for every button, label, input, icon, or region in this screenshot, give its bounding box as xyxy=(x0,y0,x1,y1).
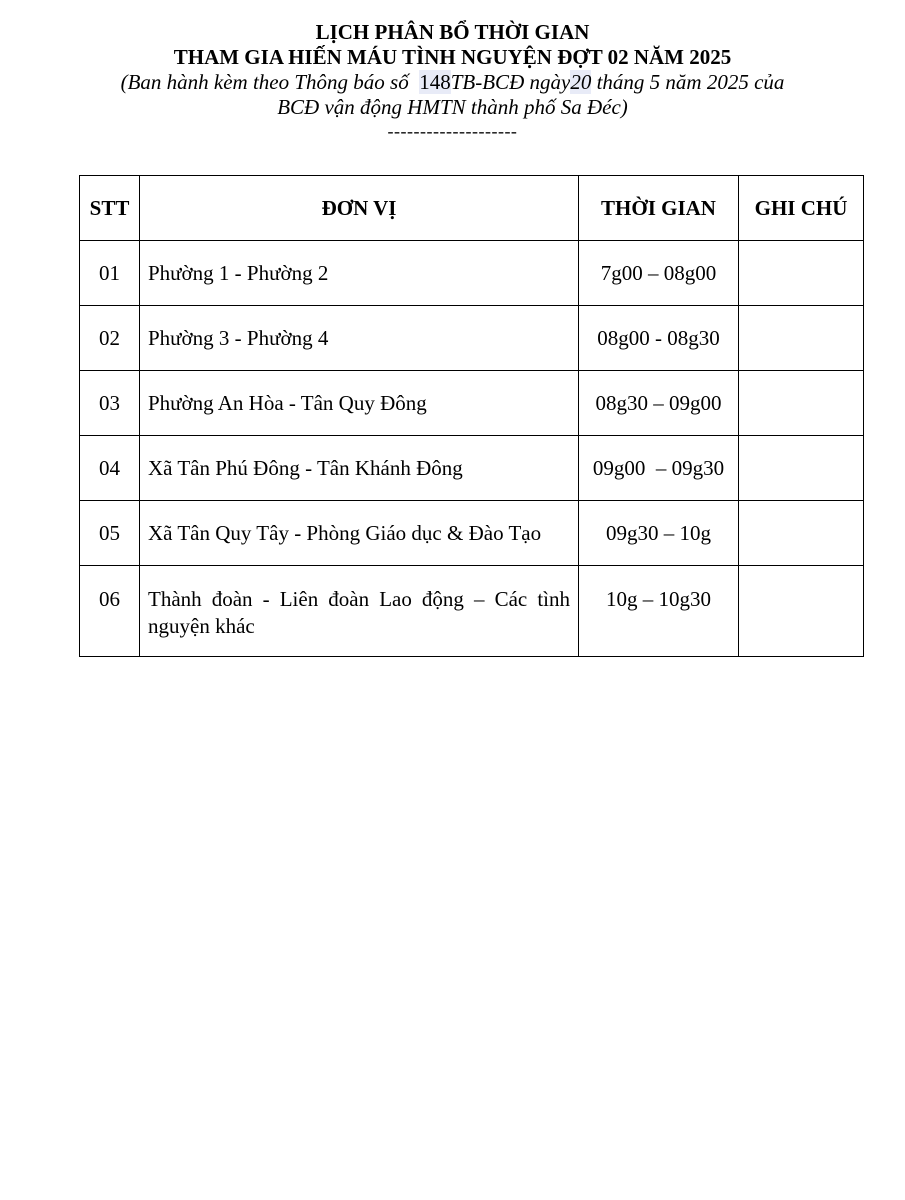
cell-stt: 03 xyxy=(80,371,140,436)
cell-note xyxy=(739,371,864,436)
cell-unit: Phường An Hòa - Tân Quy Đông xyxy=(140,371,579,436)
subtitle-line-2: BCĐ vận động HMTN thành phố Sa Đéc) xyxy=(277,95,628,119)
table-row xyxy=(80,371,864,436)
subtitle-prefix: (Ban hành kèm theo Thông báo số xyxy=(120,70,409,94)
cell-note xyxy=(739,241,864,306)
title-line-2: THAM GIA HIẾN MÁU TÌNH NGUYỆN ĐỢT 02 NĂM 2025 xyxy=(173,45,732,69)
doc-number: 148 xyxy=(419,70,451,94)
cell-stt: 04 xyxy=(80,436,140,501)
cell-time: 08g30 – 09g00 xyxy=(579,371,739,436)
table-row xyxy=(80,501,864,566)
doc-day: 20 xyxy=(570,70,592,94)
cell-stt: 05 xyxy=(80,501,140,566)
separator: -------------------- xyxy=(387,121,518,141)
table-row xyxy=(80,436,864,501)
cell-stt: 02 xyxy=(80,306,140,371)
subtitle-suffix: tháng 5 năm 2025 của xyxy=(596,70,785,94)
cell-unit: Phường 1 - Phường 2 xyxy=(140,241,579,306)
table-row xyxy=(80,566,864,657)
cell-time: 10g – 10g30 xyxy=(579,566,739,657)
subtitle-line-1 xyxy=(0,70,905,95)
cell-stt: 01 xyxy=(80,241,140,306)
cell-unit: Xã Tân Phú Đông - Tân Khánh Đông xyxy=(140,436,579,501)
cell-time: 09g00 – 09g30 xyxy=(579,436,739,501)
cell-time: 7g00 – 08g00 xyxy=(579,241,739,306)
cell-unit: Xã Tân Quy Tây - Phòng Giáo dục & Đào Tạo xyxy=(140,501,579,566)
table-row xyxy=(80,241,864,306)
cell-note xyxy=(739,501,864,566)
cell-unit: Thành đoàn - Liên đoàn Lao động – Các tình nguyện khác xyxy=(140,566,579,657)
column-header-stt: STT xyxy=(80,176,140,241)
cell-note xyxy=(739,436,864,501)
table-header-row xyxy=(80,176,864,241)
cell-time: 08g00 - 08g30 xyxy=(579,306,739,371)
document-heading xyxy=(0,20,905,142)
cell-note xyxy=(739,306,864,371)
cell-note xyxy=(739,566,864,657)
column-header-time: THỜI GIAN xyxy=(579,176,739,241)
cell-stt: 06 xyxy=(80,566,140,657)
column-header-unit: ĐƠN VỊ xyxy=(140,176,579,241)
cell-unit: Phường 3 - Phường 4 xyxy=(140,306,579,371)
title-line-1: LỊCH PHÂN BỔ THỜI GIAN xyxy=(315,20,590,44)
subtitle-mid: TB-BCĐ ngày xyxy=(450,70,571,94)
cell-time: 09g30 – 10g xyxy=(579,501,739,566)
schedule-table xyxy=(79,175,864,657)
column-header-note: GHI CHÚ xyxy=(739,176,864,241)
table-row xyxy=(80,306,864,371)
